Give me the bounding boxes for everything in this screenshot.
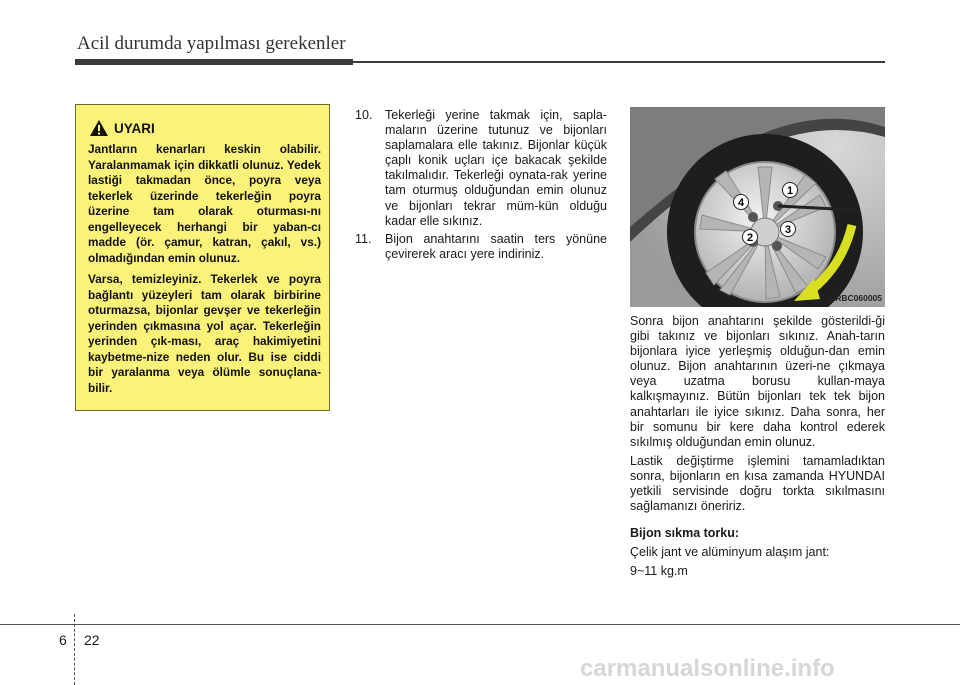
step-text: Tekerleği yerine takmak için, sapla-maların üzerine tutunuz ve bijonları saplamalara elle takınız. Bijonlar küçük çaplı konik uçları içe bakacak şekilde takılmalıdır. Tekerleği oynata-rak yerine tam oturmuş olduğundan emin olunuz ve bijonları tekrar müm-kün olduğu kadar elle sıkınız. — [385, 108, 607, 228]
nut-label-3: 3 — [784, 224, 792, 236]
torque-description: Çelik jant ve alüminyum alaşım jant: — [630, 545, 830, 560]
step-text: Bijon anahtarını saatin ters yönüne çevirerek aracı yere indiriniz. — [385, 231, 607, 261]
step-item — [355, 232, 607, 262]
instruction-paragraph: Sonra bijon anahtarını şekilde gösterildi-ği gibi takınız ve bijonları sıkınız. Anah-tarın bijonlara iyice yerleşmiş olduğun-dan emin olunuz. Bijon anahtarının üzeri-ne çıkmaya veya uzatma borusu kullan-maya kalkışmayınız. Bütün bijonları tek tek bijon anahtarları ile iyice sıkınız. Daha sonra, her bir somunu bir kere daha kontrol ederek sıkılmış olduğundan emin olunuz. — [630, 314, 885, 449]
step-item — [355, 108, 607, 229]
torque-value: 9~11 kg.m — [630, 564, 688, 579]
warning-body — [88, 142, 321, 402]
nut-label-1: 1 — [786, 185, 794, 197]
footer-rule — [0, 624, 960, 625]
header-rule-thick — [75, 59, 353, 65]
page-number: 22 — [84, 632, 100, 648]
nut-label-4: 4 — [737, 197, 745, 209]
figure-caption: ORBC060005 — [828, 293, 882, 303]
warning-paragraph: Jantların kenarları keskin olabilir. Yaralanmamak için dikkatli olunuz. Yedek lastiği takmadan önce, poyra veya tekerlek üzerinde tekerleğin poyra üzerine tam olarak oturması-nı engelleyecek herhangi bir yaban-cı madde (ör. çamur, katran, çakıl, vs.) olmadığından emin olunuz. — [88, 142, 321, 265]
warning-title: UYARI — [114, 120, 155, 136]
footer-divider — [74, 614, 76, 685]
step-number: 11. — [355, 231, 372, 246]
warning-triangle-icon — [89, 119, 109, 137]
step-number: 10. — [355, 108, 373, 122]
warning-paragraph: Varsa, temizleyiniz. Tekerlek ve poyra bağlantı yüzeyleri tam olarak birbirine oturmazsa, bijonlar gevşer ve tekerleğin yerinden çıkmasına yol açar. Tekerleğin yerinden çık-ması, araç hakimiyetini kaybetme-nize neden olur. Bu ise ciddi bir yaralanma veya ölümle sonuçlana-bilir. — [88, 272, 321, 395]
page-header-title: Acil durumda yapılması gerekenler — [77, 33, 346, 54]
chapter-number: 6 — [59, 632, 67, 648]
warning-header — [89, 119, 155, 137]
warning-box — [75, 104, 330, 411]
watermark: carmanualsonline.info — [580, 655, 835, 682]
header-rule-thin — [353, 61, 885, 63]
torque-title: Bijon sıkma torku: — [630, 526, 740, 541]
wheel-illustration — [630, 107, 885, 307]
nut-label-2: 2 — [746, 232, 754, 244]
procedure-steps — [355, 108, 607, 265]
instruction-text — [630, 314, 885, 584]
instruction-paragraph: Lastik değiştirme işlemini tamamladıktan sonra, bijonların en kısa zamanda HYUNDAI yetkili servisinde doğru torkta sıkılmasını sağlamanızı öneririz. — [630, 453, 885, 514]
